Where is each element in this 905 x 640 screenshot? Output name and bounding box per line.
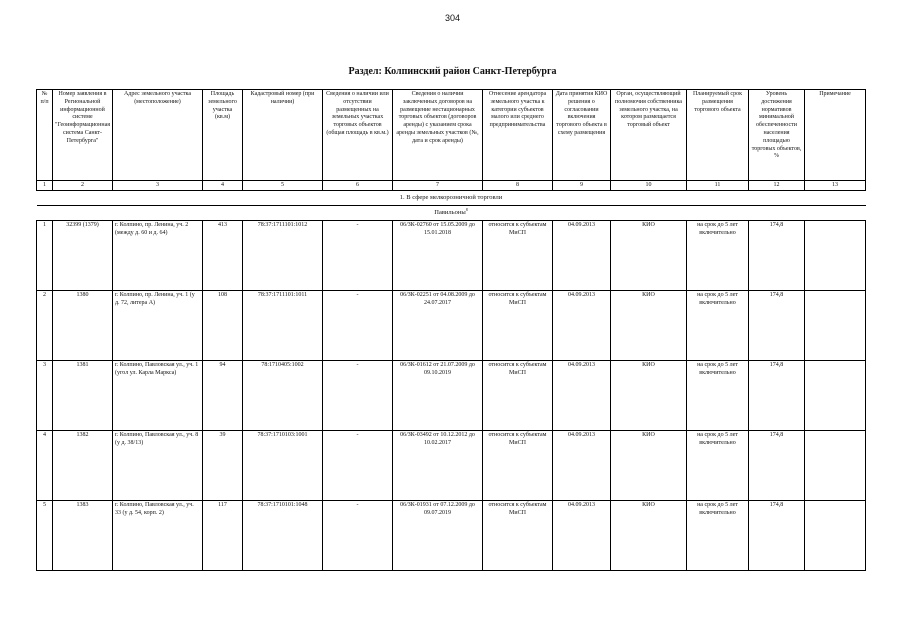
- cell-area: 108: [203, 291, 243, 361]
- cell-term: на срок до 5 лет включительно: [687, 291, 749, 361]
- cell-area: 117: [203, 501, 243, 571]
- page-number: 304: [444, 13, 461, 23]
- cell-sme: относится к субъектам МиСП: [483, 291, 553, 361]
- column-number: 6: [323, 181, 393, 191]
- cell-objects: -: [323, 221, 393, 291]
- column-header: Номер заявления в Региональной информационной системе "Геоинформационная система Санкт-Петербурга": [53, 90, 113, 181]
- subsection-label: Павильоны$^8$: [37, 206, 866, 221]
- table-row: [37, 501, 866, 571]
- subsection-row: [37, 206, 866, 221]
- cell-n: 2: [37, 291, 53, 361]
- cell-address: г. Колпино, пр. Ленина, уч. 1 (у д. 72, литера А): [113, 291, 203, 361]
- header-row: [37, 90, 866, 181]
- column-header: Дата принятия КИО решения о согласовании включения торгового объекта в схему размещения: [553, 90, 611, 181]
- column-number: 1: [37, 181, 53, 191]
- cell-contract: 06/ЗК-02251 от 04.08.2009 до 24.07.2017: [393, 291, 483, 361]
- cell-cadastral: 78:37:1710103:1001: [243, 431, 323, 501]
- table-row: [37, 431, 866, 501]
- cell-cadastral: 78:37:1711101:1011: [243, 291, 323, 361]
- column-header: Отнесение арендатора земельного участка к категории субъектов малого или среднего предпринимательства: [483, 90, 553, 181]
- section-label: 1. В сфере мелкорозничной торговли: [37, 191, 866, 206]
- cell-note: [805, 431, 866, 501]
- cell-org: КИО: [611, 221, 687, 291]
- cell-n: 3: [37, 361, 53, 431]
- cell-cadastral: 78:1710405:1002: [243, 361, 323, 431]
- column-number: 9: [553, 181, 611, 191]
- cell-app: 32399 (1379): [53, 221, 113, 291]
- cell-contract: 06/ЗК-02760 от 15.05.2009 до 15.01.2018: [393, 221, 483, 291]
- column-number: 11: [687, 181, 749, 191]
- cell-address: г. Колпино, Павловская ул., уч. 1 (угол ул. Карла Маркса): [113, 361, 203, 431]
- stores-table: [36, 89, 866, 571]
- cell-objects: -: [323, 291, 393, 361]
- column-header: Сведения о наличии заключенных договоров на размещение нестационарных торговых объектов (договоров аренды) с указанием срока аренды земельных участков (№, дата и срок аренды): [393, 90, 483, 181]
- column-header: Сведения о наличии или отсутствии размещенных на земельных участках торговых объектов (общая площадь в кв.м.): [323, 90, 393, 181]
- column-number: 13: [805, 181, 866, 191]
- cell-area: 94: [203, 361, 243, 431]
- cell-note: [805, 501, 866, 571]
- cell-date: 04.09.2013: [553, 221, 611, 291]
- cell-term: на срок до 5 лет включительно: [687, 431, 749, 501]
- cell-sme: относится к субъектам МиСП: [483, 361, 553, 431]
- cell-app: 1381: [53, 361, 113, 431]
- cell-app: 1380: [53, 291, 113, 361]
- cell-term: на срок до 5 лет включительно: [687, 501, 749, 571]
- column-number: 5: [243, 181, 323, 191]
- column-header: Площадь земельного участка (кв.м): [203, 90, 243, 181]
- cell-contract: 06/ЗК-03492 от 10.12.2012 до 10.02.2017: [393, 431, 483, 501]
- cell-area: 39: [203, 431, 243, 501]
- cell-contract: 06/ЗК-01931 от 07.12.2009 до 09.07.2019: [393, 501, 483, 571]
- cell-n: 4: [37, 431, 53, 501]
- column-header: Кадастровый номер (при наличии): [243, 90, 323, 181]
- cell-level: 174,8: [749, 221, 805, 291]
- cell-date: 04.09.2013: [553, 431, 611, 501]
- cell-n: 1: [37, 221, 53, 291]
- section-row: [37, 191, 866, 206]
- cell-contract: 06/ЗК-01612 от 21.07.2009 до 09.10.2019: [393, 361, 483, 431]
- cell-level: 174,8: [749, 291, 805, 361]
- column-header: Орган, осуществляющий полномочия собственника земельного участка, на котором размещается торговый объект: [611, 90, 687, 181]
- column-number: 10: [611, 181, 687, 191]
- table-row: [37, 361, 866, 431]
- cell-level: 174,8: [749, 361, 805, 431]
- cell-sme: относится к субъектам МиСП: [483, 431, 553, 501]
- cell-app: 1382: [53, 431, 113, 501]
- column-header: Примечание: [805, 90, 866, 181]
- cell-org: КИО: [611, 291, 687, 361]
- cell-address: г. Колпино, Павловская ул., уч. 8 (у д. 38/13): [113, 431, 203, 501]
- column-number: 4: [203, 181, 243, 191]
- column-header: Уровень достижения нормативов минимальной обеспеченности населения площадью торговых объектов, %: [749, 90, 805, 181]
- cell-term: на срок до 5 лет включительно: [687, 361, 749, 431]
- table-row: [37, 221, 866, 291]
- cell-objects: -: [323, 501, 393, 571]
- cell-cadastral: 78:37:1710101:1048: [243, 501, 323, 571]
- cell-objects: -: [323, 361, 393, 431]
- cell-org: КИО: [611, 431, 687, 501]
- cell-app: 1383: [53, 501, 113, 571]
- column-number: 8: [483, 181, 553, 191]
- column-number: 12: [749, 181, 805, 191]
- footnote-mark: 8: [465, 207, 468, 212]
- cell-level: 174,8: [749, 431, 805, 501]
- cell-area: 413: [203, 221, 243, 291]
- column-number: 7: [393, 181, 483, 191]
- column-number: 2: [53, 181, 113, 191]
- column-numbers-row: [37, 181, 866, 191]
- cell-note: [805, 221, 866, 291]
- cell-cadastral: 78:37:1711101:1012: [243, 221, 323, 291]
- cell-note: [805, 291, 866, 361]
- cell-org: КИО: [611, 501, 687, 571]
- cell-date: 04.09.2013: [553, 291, 611, 361]
- cell-address: г. Колпино, Павловская ул., уч. 33 (у д. 54, корп. 2): [113, 501, 203, 571]
- column-header: Адрес земельного участка (местоположение): [113, 90, 203, 181]
- cell-note: [805, 361, 866, 431]
- cell-sme: относится к субъектам МиСП: [483, 221, 553, 291]
- cell-date: 04.09.2013: [553, 361, 611, 431]
- cell-address: г. Колпино, пр. Ленина, уч. 2 (между д. 60 и д. 64): [113, 221, 203, 291]
- column-header: № п/п: [37, 90, 53, 181]
- column-header: Планируемый срок размещения торгового объекта: [687, 90, 749, 181]
- cell-term: на срок до 5 лет включительно: [687, 221, 749, 291]
- cell-date: 04.09.2013: [553, 501, 611, 571]
- cell-sme: относится к субъектам МиСП: [483, 501, 553, 571]
- cell-n: 5: [37, 501, 53, 571]
- cell-level: 174,8: [749, 501, 805, 571]
- table-row: [37, 291, 866, 361]
- section-title: Раздел: Колпинский район Санкт-Петербурга: [348, 66, 557, 77]
- cell-org: КИО: [611, 361, 687, 431]
- column-number: 3: [113, 181, 203, 191]
- cell-objects: -: [323, 431, 393, 501]
